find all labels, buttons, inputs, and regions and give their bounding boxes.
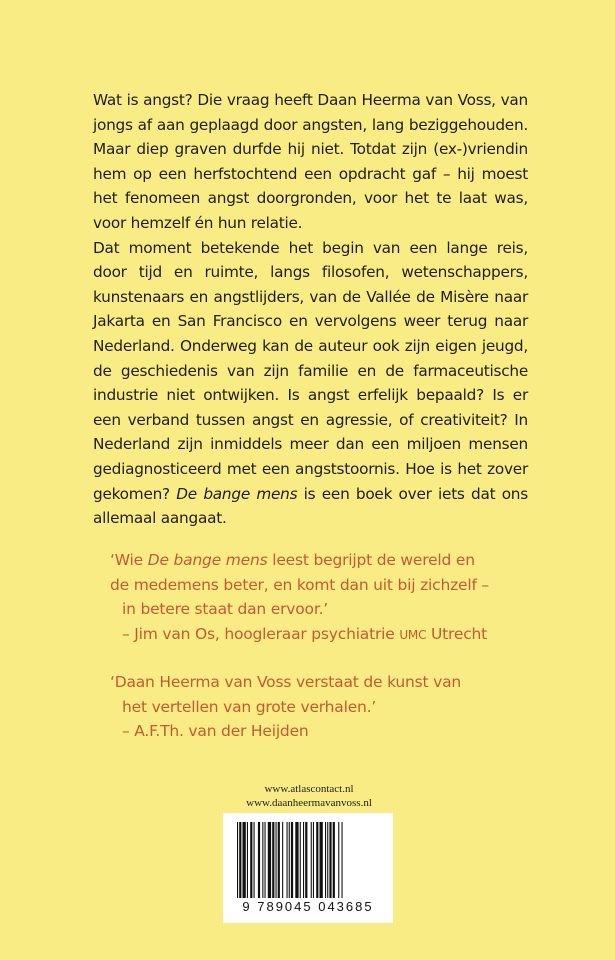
barcode-bar <box>313 822 314 898</box>
barcode-bar <box>237 822 238 898</box>
book-title-italic: De bange mens <box>176 484 298 503</box>
barcode-bar <box>272 822 274 898</box>
barcode-bar <box>247 822 248 898</box>
blurb-text-1: Wat is angst? Die vraag heeft Daan Heerma van Voss, van jongs af aan geplaagd door angsten, lang beziggehouden. Maar diep graven durfde hij niet. Totdat zijn (ex-)vriendin hem op een herfstochtend een opdracht gaf – hij moest het fenomeen angst doorgronden, voor het te laat was, voor hemzelf én hun relatie. <box>93 91 528 232</box>
barcode-bar <box>265 822 266 898</box>
back-cover-blurb <box>93 88 528 531</box>
review-quote-2 <box>110 670 550 744</box>
barcode-bar <box>316 822 318 898</box>
barcode-bar <box>258 822 260 898</box>
blurb-text-2: Dat moment betekende het begin van een lange reis, door tijd en ruimte, langs filosofen, wetenschappers, kunstenaars en angstlijders, van de Vallée de Misère naar Jakarta en San Francisco en vervolgens weer terug naar Nederland. Onderweg kan de auteur ook zijn eigen jeugd, de geschiedenis van zijn familie en de farmaceutische industrie niet ontwijken. Is angst erfelijk bepaald? Is er een verband tussen angst en agressie, of creativiteit? In Nederland zijn inmiddels meer dan een miljoen mensen gediagnosticeerd met een angststoornis. Hoe is het zover gekomen? <box>93 238 528 503</box>
barcode-bar <box>327 822 328 898</box>
barcode-bar <box>295 822 298 898</box>
barcode-bar <box>282 822 283 898</box>
barcode-bar <box>262 822 263 898</box>
author-url[interactable]: www.daanheermavanvoss.nl <box>246 797 372 809</box>
quote1-line2: de medemens beter, en komt dan uit bij zichzelf – <box>110 575 489 594</box>
barcode-bar <box>305 822 307 898</box>
barcode-bar <box>291 822 293 898</box>
blurb-paragraph-2 <box>93 236 528 531</box>
quote2-attribution: – A.F.Th. van der Heijden <box>122 722 309 740</box>
barcode-bar <box>243 822 246 898</box>
barcode-bar <box>325 822 326 898</box>
barcode-bar <box>276 822 277 898</box>
barcode-bar <box>287 822 288 898</box>
barcode-bar <box>254 822 255 898</box>
barcode-bar <box>239 822 241 898</box>
barcode-bar <box>289 822 290 898</box>
barcode-bar <box>300 822 301 898</box>
quote1-attribution: – Jim van Os, hoogleraar psychiatrie UMC Utrecht <box>122 624 488 643</box>
barcode-bar <box>303 822 304 898</box>
quote1-line1: ‘Wie De bange mens leest begrijpt de wereld en <box>110 551 475 569</box>
isbn-number: 9 789045 043685 <box>242 899 374 914</box>
barcode-bar <box>338 822 339 898</box>
review-quote-1 <box>110 548 550 647</box>
barcode-bars <box>233 822 383 900</box>
blurb-text-2-end: is een boek over iets dat ons allemaal aangaat. <box>93 484 528 528</box>
quote1-book-title: De bange mens <box>147 551 268 569</box>
barcode-bar <box>268 822 271 898</box>
barcode-bar <box>320 822 323 898</box>
publisher-url[interactable]: www.atlascontact.nl <box>264 783 354 795</box>
barcode-bar <box>333 822 335 898</box>
blurb-paragraph-1 <box>93 88 528 236</box>
quote1-line3: in betere staat dan ervoor.’ <box>122 600 329 618</box>
barcode-bar <box>278 822 280 898</box>
barcode-bar <box>311 822 312 898</box>
isbn-barcode <box>223 813 393 923</box>
barcode-bar <box>250 822 252 898</box>
barcode-bar <box>329 822 331 898</box>
quote2-line1: ‘Daan Heerma van Voss verstaat de kunst van <box>110 673 462 691</box>
website-links <box>228 782 390 810</box>
quote2-line2: het vertellen van grote verhalen.’ <box>122 697 377 716</box>
barcode-bar <box>342 822 343 898</box>
